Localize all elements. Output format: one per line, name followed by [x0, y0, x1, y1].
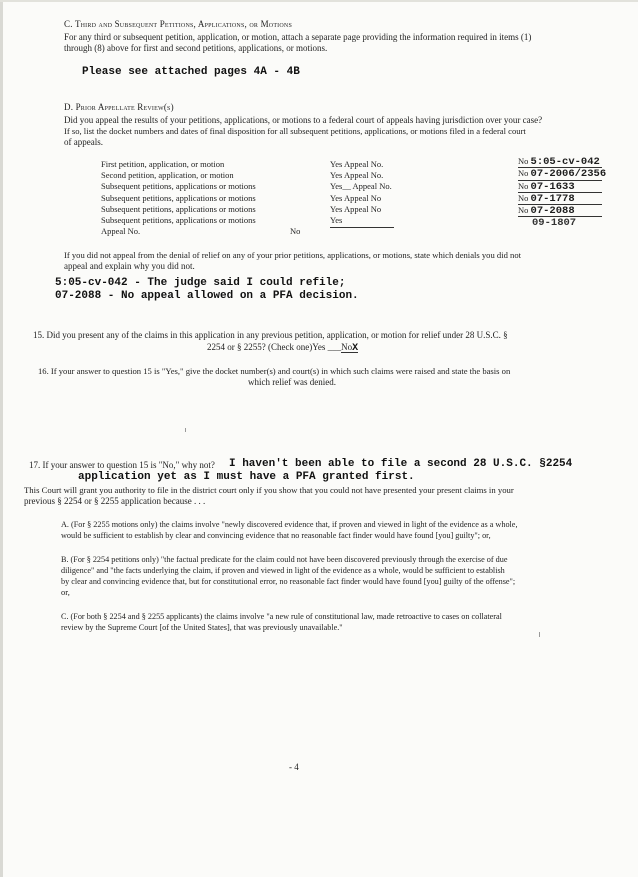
option-c: review by the Supreme Court [of the United States], that was previously unavailable."	[61, 623, 343, 632]
no-label: No	[518, 192, 529, 203]
check-mark: X	[352, 343, 359, 354]
option-a: would be sufficient to establish by clear and convincing evidence that no reasonable fact finder would have found [you] guilty"; or,	[61, 531, 491, 540]
section-d-text: of appeals.	[64, 137, 103, 147]
docket-number: 07-1633	[530, 180, 575, 193]
yes-appeal-label: Yes Appeal No	[330, 192, 382, 203]
docket-number: 09-1807	[532, 217, 577, 230]
petitions-list	[101, 159, 256, 237]
page-edge	[0, 0, 638, 2]
section-c-text: For any third or subsequent petition, application, or motion, attach a separate page providing the information required in items (1)	[64, 32, 532, 42]
docket-number: 07-2006/2356	[530, 168, 607, 181]
section-d-text: If so, list the docket numbers and dates of final disposition for all subsequent petitions, applications, or motions filed in a federal court	[64, 126, 526, 136]
no-label: No	[518, 205, 529, 216]
typed-response: 07-2088 - No appeal allowed on a PFA decision.	[55, 290, 359, 302]
yes-appeal-label: Yes__ Appeal No.	[330, 181, 392, 192]
question-17-text: This Court will grant you authority to file in the district court only if you show that you could not have presented your present claims in your	[24, 485, 514, 495]
option-b: B. (For § 2254 petitions only) "the factual predicate for the claim could not have been discovered previously through the exercise of due	[61, 555, 508, 564]
petition-label: First petition, application, or motion	[101, 159, 225, 169]
page-number: - 4	[289, 762, 299, 772]
appeal-no-value: No	[290, 226, 301, 236]
section-c-typed-response: Please see attached pages 4A - 4B	[82, 66, 300, 78]
option-b: diligence" and "the facts underlying the claim, if proven and viewed in light of the evidence as a whole, would be sufficient to establish	[61, 566, 505, 575]
section-d-heading: D. Prior Appellate Review(s)	[64, 102, 174, 112]
option-a: A. (For § 2255 motions only) the claims involve "newly discovered evidence that, if proven and viewed in light of the evidence as a whole,	[61, 520, 518, 529]
no-label: No	[518, 156, 529, 166]
typed-response: 5:05-cv-042 - The judge said I could refile;	[55, 277, 346, 289]
option-b: by clear and convincing evidence that, but for constitutional error, no reasonable fact finder would have found [you] guilty of the offense";	[61, 577, 516, 586]
question-15: 15. Did you present any of the claims in this application in any previous petition, application, or motion for relief under 28 U.S.C. §	[33, 330, 508, 340]
scan-speck	[539, 632, 540, 637]
section-d-explain: If you did not appeal from the denial of relief on any of your prior petitions, applications, or motions, state which denials you did not	[64, 250, 522, 260]
scan-speck	[185, 428, 186, 432]
yes-appeal-label: Yes Appeal No.	[330, 170, 384, 181]
docket-numbers	[518, 156, 607, 230]
petition-label: Subsequent petitions, applications or motions	[101, 181, 256, 192]
yes-appeal-label: Yes Appeal No	[330, 203, 382, 214]
page-edge	[0, 0, 3, 877]
typed-response: I haven't been able to file a second 28 U.S.C. §2254	[229, 458, 573, 470]
yes-underline	[330, 227, 394, 228]
option-b: or,	[61, 587, 70, 597]
typed-response: application yet as I must have a PFA granted first.	[78, 471, 415, 483]
docket-number: 07-1778	[530, 192, 575, 205]
no-label: No	[518, 180, 529, 191]
petition-label: Subsequent petitions, applications or motions	[101, 203, 256, 214]
appeal-no-label: Appeal No.	[101, 226, 141, 237]
docket-number: 5:05-cv-042	[530, 156, 600, 168]
question-16: which relief was denied.	[248, 377, 336, 387]
section-c-heading: C. Third and Subsequent Petitions, Applications, or Motions	[64, 19, 292, 29]
section-d-explain: appeal and explain why you did not.	[64, 261, 195, 271]
yes-appeal-label: Yes	[330, 214, 343, 225]
petition-label: Subsequent petitions, applications or motions	[101, 214, 256, 225]
question-16: 16. If your answer to question 15 is "Yes," give the docket number(s) and court(s) in which such claims were raised and state the basis on	[38, 366, 511, 376]
option-c: C. (For both § 2254 and § 2255 applicants) the claims involve "a new rule of constitutional law, made retroactive to cases on collateral	[61, 612, 502, 621]
yes-appeal-label: Yes Appeal No.	[330, 159, 384, 169]
section-d-text: Did you appeal the results of your petitions, applications, or motions to a federal court of appeals having jurisdiction over your case?	[64, 115, 543, 125]
question-15-options: 2254 or § 2255? (Check one)Yes ___NoX	[207, 342, 359, 354]
no-option: NoX	[341, 342, 359, 354]
petition-label: Second petition, application, or motion	[101, 170, 234, 181]
docket-number: 07-2088	[530, 205, 575, 218]
question-17: 17. If your answer to question 15 is "No," why not?	[29, 460, 215, 470]
section-c-text: through (8) above for first and second petitions, applications, or motions.	[64, 43, 328, 53]
petition-label: Subsequent petitions, applications or motions	[101, 192, 256, 203]
yes-appeal-column	[330, 159, 392, 226]
question-17-text: previous § 2254 or § 2255 application because . . .	[24, 496, 206, 506]
no-label: No	[518, 168, 529, 179]
